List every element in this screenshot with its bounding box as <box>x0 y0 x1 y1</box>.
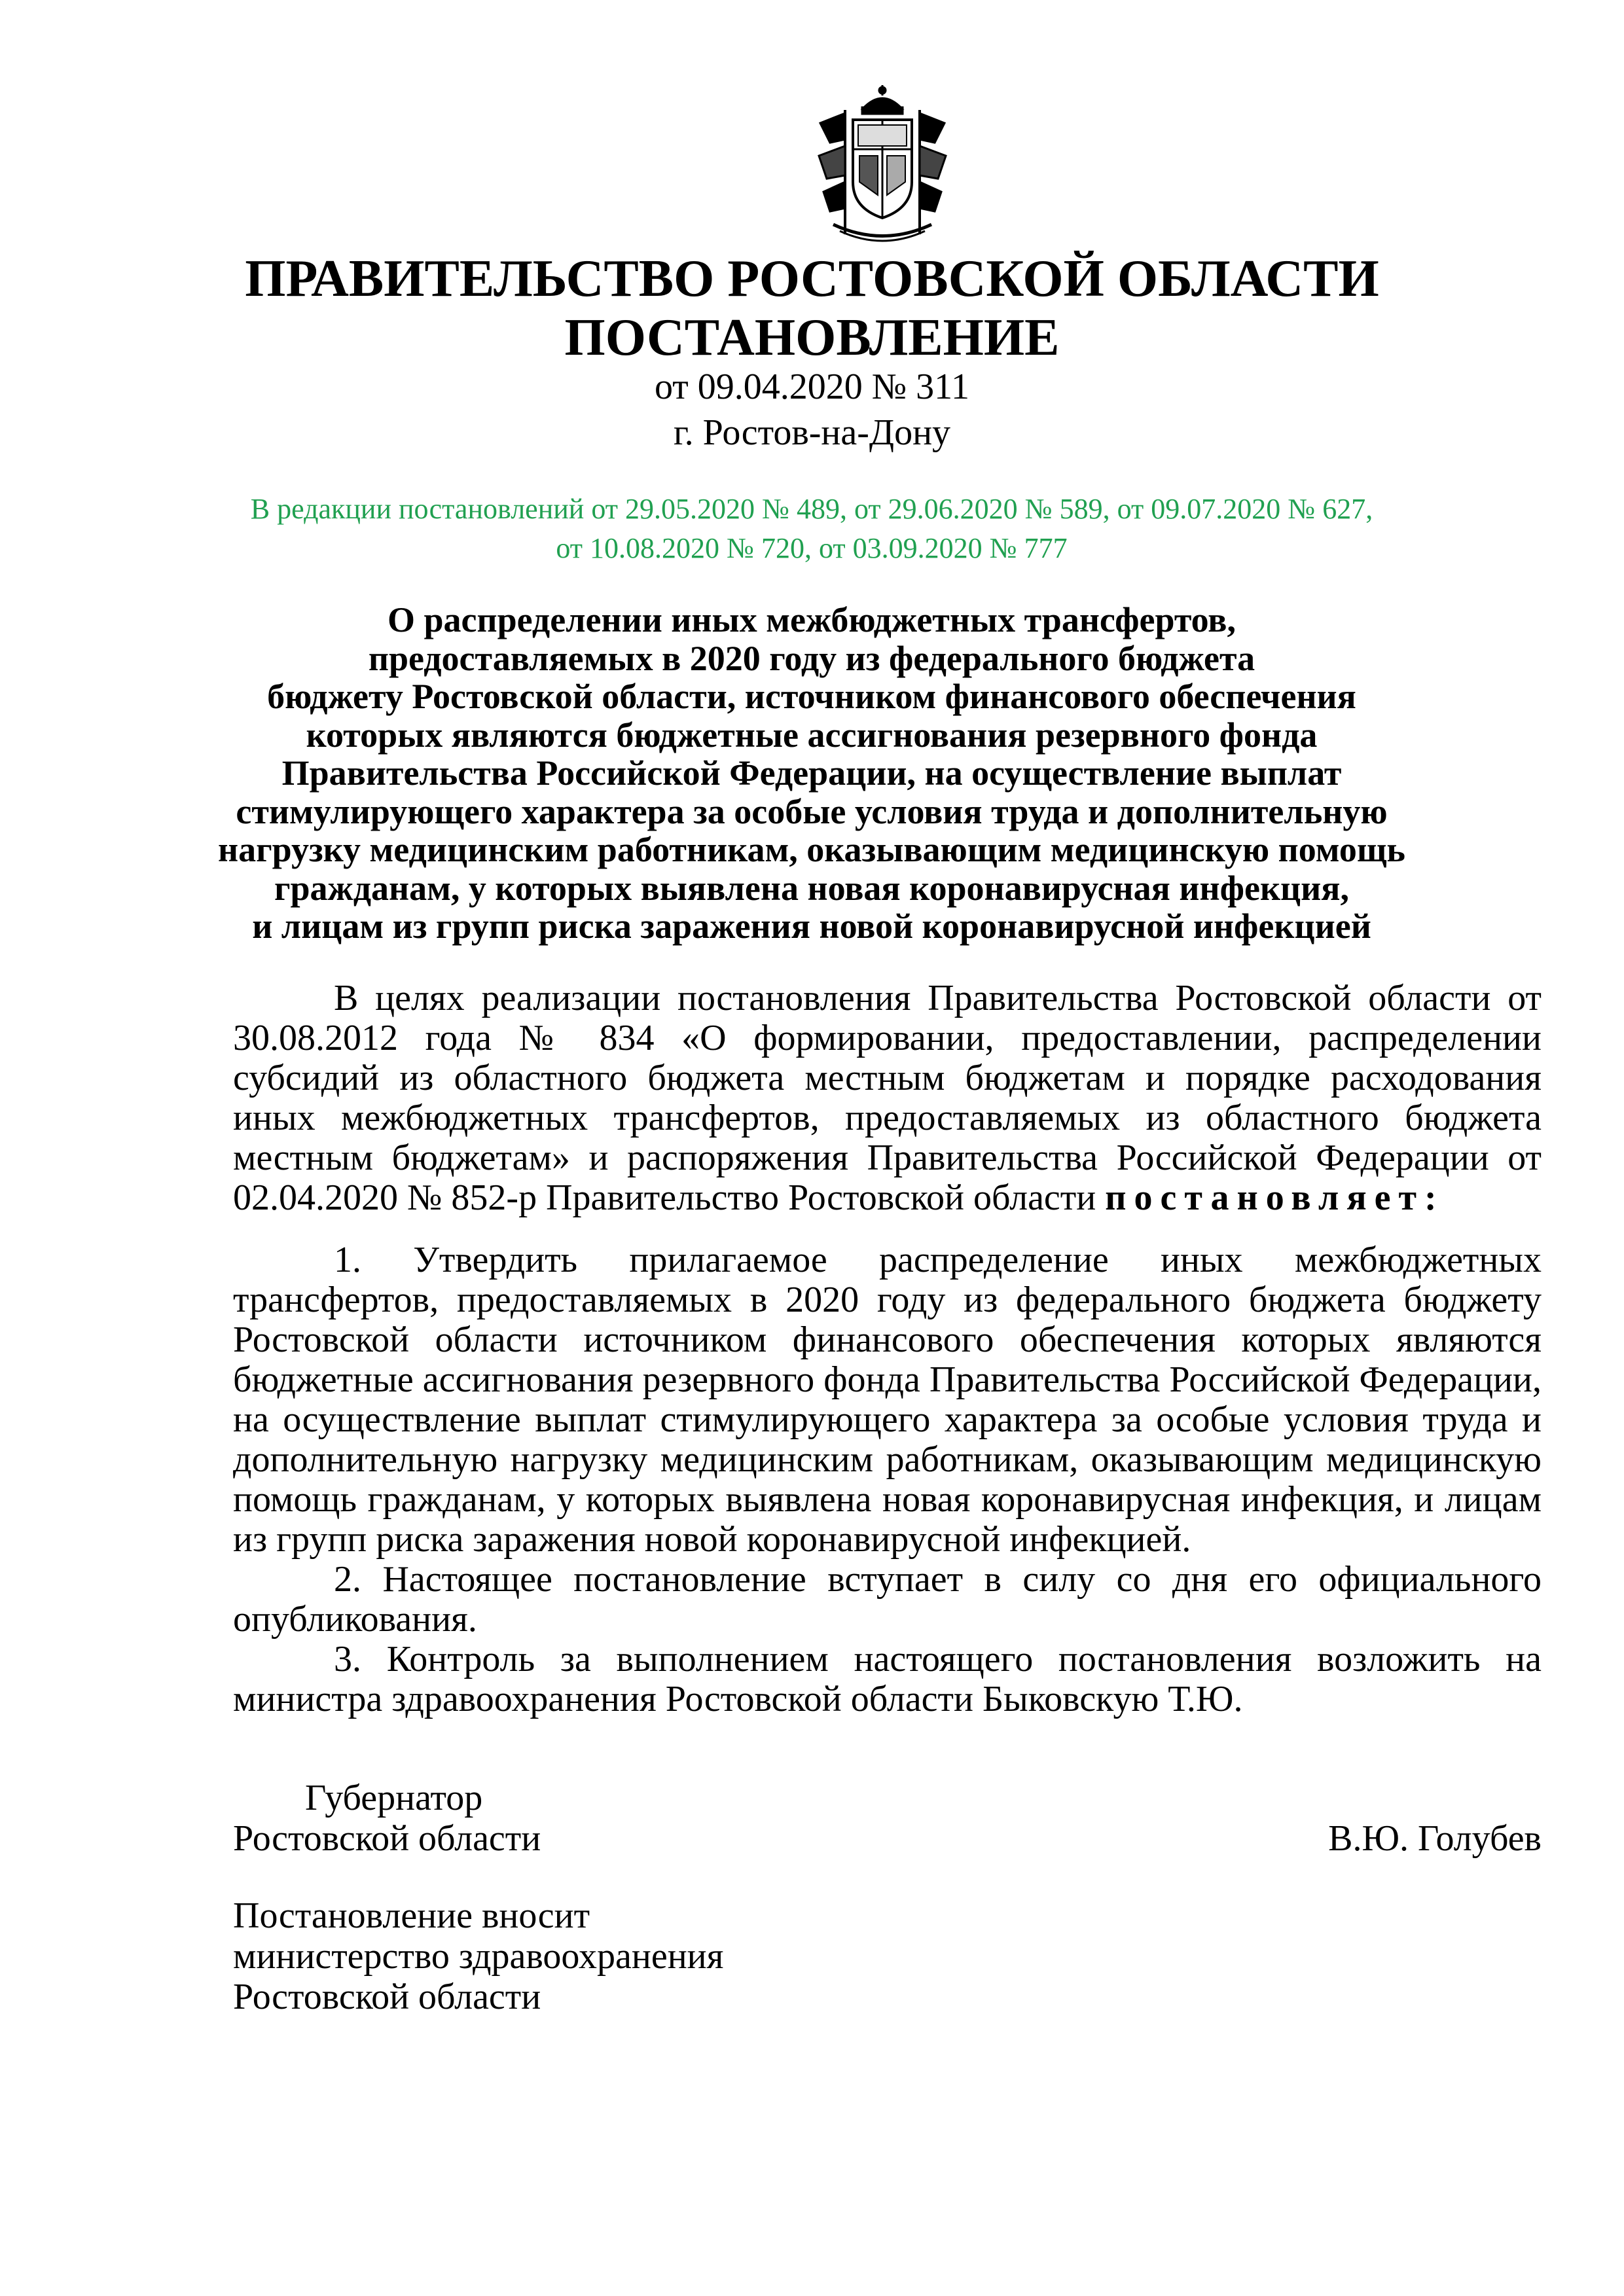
signatory-name: В.Ю. Голубев <box>1328 1818 1542 1859</box>
subject-line: бюджету Ростовской области, источником финансового обеспечения <box>267 677 1356 716</box>
submitter-line: Постановление вносит <box>233 1895 590 1936</box>
signatory-position: Губернатор <box>305 1778 483 1818</box>
submitter-note <box>233 1895 723 2017</box>
submitter-line: министерство здравоохранения <box>233 1936 724 1977</box>
preamble <box>233 978 1542 1218</box>
document-subject <box>196 601 1427 946</box>
subject-line: гражданам, у которых выявлена новая коронавирусная инфекция, <box>274 868 1350 908</box>
government-title: ПРАВИТЕЛЬСТВО РОСТОВСКОЙ ОБЛАСТИ <box>245 250 1379 308</box>
resolution-item: 2. Настоящее постановление вступает в силу со дня его официального опубликования. <box>233 1559 1542 1640</box>
subject-line: стимулирующего характера за особые условия труда и дополнительную <box>236 791 1388 831</box>
resolution-items <box>233 1240 1542 1719</box>
document-city: г. Ростов-на-Дону <box>673 412 951 453</box>
signatory-region: Ростовской области <box>233 1818 541 1859</box>
submitter-line: Ростовской области <box>233 1977 541 2017</box>
subject-line: предоставляемых в 2020 году из федерального бюджета <box>368 638 1255 678</box>
rostov-oblast-coat-of-arms-icon <box>807 84 958 247</box>
resolves-word: постановляет: <box>1105 1177 1445 1218</box>
subject-line: нагрузку медицинским работникам, оказывающим медицинскую помощь <box>218 830 1405 869</box>
subject-line: Правительства Российской Федерации, на осуществление выплат <box>281 753 1342 793</box>
resolution-item: 1. Утвердить прилагаемое распределение иных межбюджетных трансфертов, предоставляемых в 2020 году из федерального бюджета бюджету Ростовской области источником финансового обеспечения которых являются бюджетные ассигнования резервного фонда Правительства Российской Федерации, на осуществление выплат стимулирующего характера за особые условия труда и дополнительную нагрузку медицинским работникам, оказывающим медицинскую помощь гражданам, у которых выявлена новая коронавирусная инфекция, и лицам из групп риска заражения новой коронавирусной инфекцией. <box>233 1240 1542 1560</box>
preamble-text: В целях реализации постановления Правительства Ростовской области от 30.08.2012 года № 834 «О формировании, предоставлении, распределении субсидий из областного бюджета местным бюджетам и порядке расходования иных межбюджетных трансфертов, предоставляемых из областного бюджета местным бюджетам» и распоряжения Правительства Российской Федерации от 02.04.2020 № 852-р Правительство Ростовской области <box>233 978 1542 1218</box>
document-date-number: от 09.04.2020 № 311 <box>654 367 970 407</box>
subject-line: и лицам из групп риска заражения новой коронавирусной инфекцией <box>252 906 1371 946</box>
revision-note-line: от 10.08.2020 № 720, от 03.09.2020 № 777 <box>556 532 1068 564</box>
resolution-item: 3. Контроль за выполнением настоящего постановления возложить на министра здравоохранения Ростовской области Быковскую Т.Ю. <box>233 1639 1542 1719</box>
preamble-paragraph <box>233 978 1542 1218</box>
revision-note <box>196 490 1427 568</box>
subject-line: которых являются бюджетные ассигнования резервного фонда <box>306 715 1318 755</box>
subject-line: О распределении иных межбюджетных трансфертов, <box>388 600 1236 639</box>
revision-note-line: В редакции постановлений от 29.05.2020 № 489, от 29.06.2020 № 589, от 09.07.2020 № 627, <box>250 493 1373 525</box>
document-kind: ПОСТАНОВЛЕНИЕ <box>564 309 1060 367</box>
